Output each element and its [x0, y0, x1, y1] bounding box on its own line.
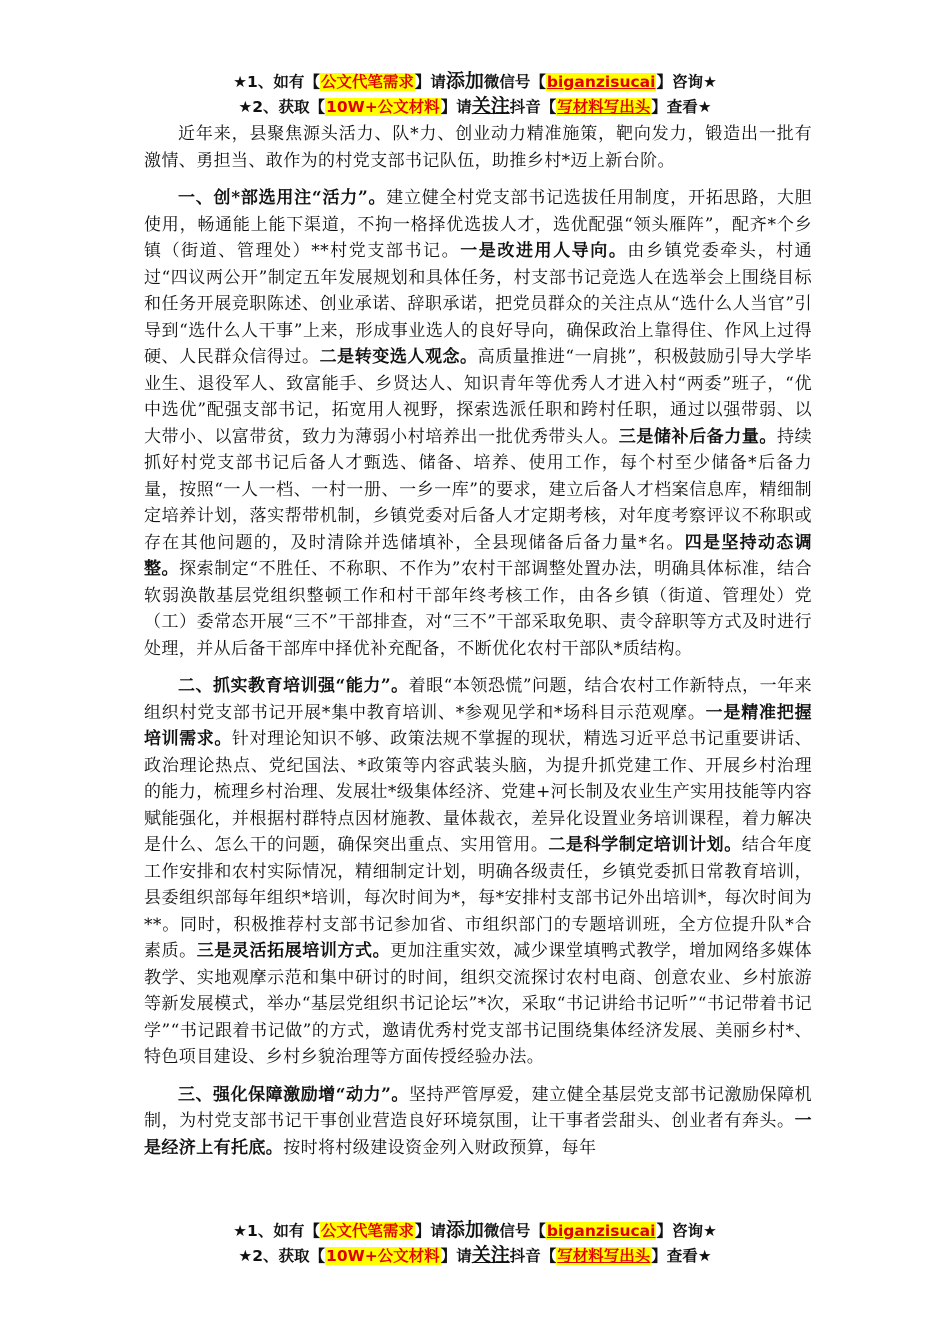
star-icon: ★: [233, 1222, 248, 1240]
star-icon: ★: [238, 1247, 253, 1265]
ad-banner-bottom-line2: ★2、获取【10W+公文材料】请关注抖音【写材料写出头】查看★: [238, 1244, 712, 1266]
paragraph-section-1: 一、创*部选用注“活力”。建立健全村党支部书记选拔任用制度，开拓思路，大胆使用，畅通能上能下渠道，不拘一格择优选拔人才，选优配强“领头雁阵”，配齐*个乡镇（街道、管理处）**村党支部书记。一是改进用人导向。由乡镇党委牵头，村通过“四议两公开”制定五年发展规划和具体任务，村支部书记竞选人在选举会上围绕目标和任务开展竞职陈述、创业承诺、辞职承诺，把党员群众的关注点从“选什么人当官”引导到“选什么人干事”上来，形成事业选人的良好导向，确保政治上靠得住、作风上过得硬、人民群众信得过。二是转变选人观念。高质量推进“一肩挑”，积极鼓励引导大学毕业生、退役军人、致富能手、乡贤达人、知识青年等优秀人才进入村“两委”班子，“优中选优”配强支部书记，拓宽用人视野，探索选派任职和跨村任职，通过以强带弱、以大带小、以富带贫，致力为薄弱小村培养出一批优秀带头人。三是储补后备力量。持续抓好村党支部书记后备人才甄选、储备、培养、使用工作，每个村至少储备*后备力量，按照“一人一档、一村一册、一乡一库”的要求，建立后备人才档案信息库，精细制定培养计划，落实帮带机制，乡镇党委对后备人才定期考核，对年度考察评议不称职或存在其他问题的，及时清除并选储填补，全县现储备后备力量*名。四是坚持动态调整。探索制定“不胜任、不称职、不作为”农村干部调整处置办法，明确具体标准，结合软弱涣散基层党组织整顿工作和村干部年终考核工作，由各乡镇（街道、管理处）党（工）委常态开展“三不”干部排查，对“三不”干部采取免职、责令辞职等方式及时进行处理，并从后备干部库中择优补充配备，不断优化农村干部队*质结构。: [144, 188, 813, 659]
star-icon: ★: [238, 98, 253, 116]
section-heading: 三、强化保障激励增“动力”。: [178, 1084, 409, 1105]
ad-banner-top-line2: ★2、获取【10W+公文材料】请关注抖音【写材料写出头】查看★: [238, 95, 712, 117]
highlight-douyin: 写材料写出头: [557, 98, 651, 116]
star-icon: ★: [233, 73, 248, 91]
section-heading: 二、抓实教育培训强“能力”。: [178, 676, 409, 696]
highlight-materials: 10W+公文材料: [326, 1247, 440, 1265]
highlight-materials: 10W+公文材料: [326, 98, 440, 116]
ad-banner-top-line1: ★1、如有【公文代笔需求】请添加微信号【biganzisucai】咨询★: [233, 70, 717, 92]
paragraph-section-2: 二、抓实教育培训强“能力”。着眼“本领恐慌”问题，结合农村工作新特点，一年来组织村党支部书记开展*集中教育培训、*参观见学和*场科目示范观摩。一是精准把握培训需求。针对理论知识不够、政策法规不掌握的现状，精选习近平总书记重要讲话、政治理论热点、党纪国法、*政策等内容武装头脑，为提升抓党建工作、开展乡村治理的能力，梳理乡村治理、发展壮*级集体经济、党建+河长制及农业生产实用技能等内容赋能强化，并根据村群特点因材施教、量体裁衣，差异化设置业务培训课程，着力解决是什么、怎么干的问题，确保突出重点、实用管用。二是科学制定培训计划。结合年度工作安排和农村实际情况，精细制定计划，明确各级责任，乡镇党委抓日常教育培训，县委组织部每年组织*培训，每次时间为*，每*安排村支部书记外出培训*，每次时间为**。同时，积极推荐村支部书记参加省、市组织部门的专题培训班，全方位提升队*合素质。三是灵活拓展培训方式。更加注重实效，减少课堂填鸭式教学，增加网络多媒体教学、实地观摩示范和集中研讨的时间，组织交流探讨农村电商、创意农业、乡村旅游等新发展模式，举办“基层党组织书记论坛”*次，采取“书记讲给书记听”“书记带着书记学”“书记跟着书记做”的方式，邀请优秀村党支部书记围绕集体经济发展、美丽乡村*、特色项目建设、乡村乡貌治理等方面传授经验办法。: [144, 676, 813, 1067]
highlight-douyin: 写材料写出头: [557, 1247, 651, 1265]
highlight-ghostwriting: 公文代笔需求: [320, 73, 414, 91]
highlight-wechat-id: biganzisucai: [546, 73, 656, 91]
paragraph-intro: 近年来，县聚焦源头活力、队*力、创业动力精准施策，靶向发力，锻造出一批有激情、勇担当、敢作为的村党支部书记队伍，助推乡村*迈上新台阶。: [144, 124, 812, 171]
highlight-ghostwriting: 公文代笔需求: [320, 1222, 414, 1240]
paragraph-section-3: 三、强化保障激励增“动力”。坚持严管厚爱，建立健全基层党支部书记激励保障机制，为村党支部书记干事创业营造良好环境氛围，让干事者尝甜头、创业者有奔头。一是经济上有托底。按时将村级建设资金列入财政预算，每年: [144, 1084, 813, 1158]
ad-banner-bottom-line1: ★1、如有【公文代笔需求】请添加微信号【biganzisucai】咨询★: [233, 1219, 717, 1241]
article-body: [144, 121, 812, 1172]
highlight-wechat-id: biganzisucai: [546, 1222, 656, 1240]
section-heading: 一、创*部选用注“活力”。: [178, 188, 387, 208]
